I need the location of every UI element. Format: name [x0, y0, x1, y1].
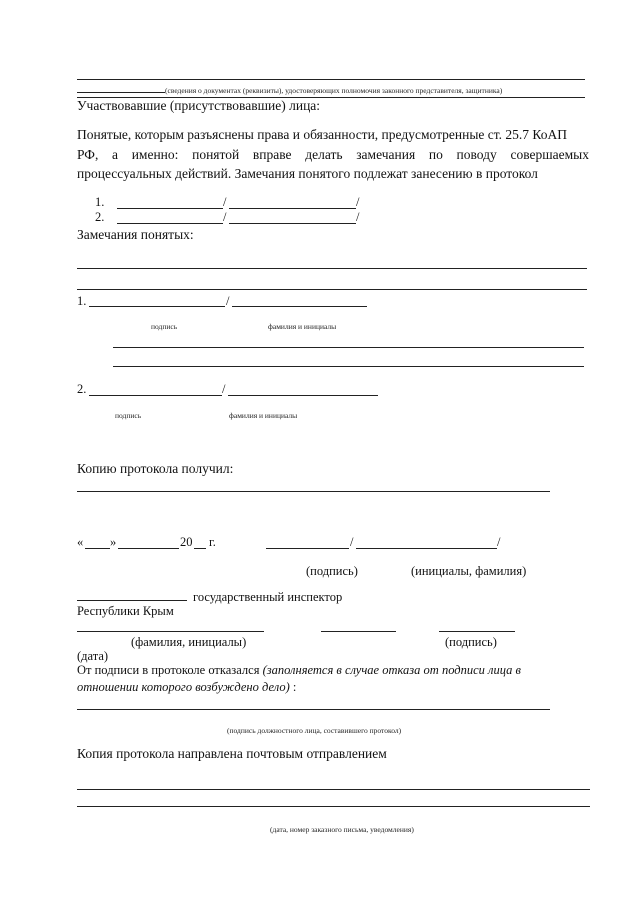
inspector-region: Республики Крым: [77, 604, 174, 618]
date-year-line: [194, 548, 206, 549]
date-month-line: [118, 548, 179, 549]
witnesses-intro-line3: процессуальных действий. Замечания понятого подлежат занесению в протокол: [77, 166, 538, 181]
inspector-caption-name: (фамилия, инициалы): [131, 635, 247, 649]
refusal-label-prefix: От подписи в протоколе отказался: [77, 663, 260, 677]
mail-caption: (дата, номер заказного письма, уведомления): [270, 825, 414, 834]
sign-entry-1-caption-name: фамилия и инициалы: [268, 322, 337, 331]
date-day-line: [85, 548, 110, 549]
witness-item-1-name-line: [229, 208, 356, 209]
remarks-label: Замечания понятых:: [77, 227, 194, 242]
date-block-sign-line: [266, 548, 349, 549]
refusal-label-suffix: :: [289, 680, 297, 694]
remarks-line-2: [77, 289, 587, 290]
refusal-italic-note-1: (заполняется в случае отказа от подписи лица в: [262, 663, 521, 677]
date-block-name-line: [356, 548, 497, 549]
sign-entry-2-slash: /: [222, 382, 226, 396]
refusal-caption: (подпись должностного лица, составившего протокол): [227, 726, 402, 735]
sign-entry-2-sign-line: [89, 395, 222, 396]
copy-received-line: [77, 491, 550, 492]
refusal-italic-note-2: отношении которого возбуждено дело): [77, 680, 290, 694]
witness-item-2-sign-line: [117, 223, 223, 224]
participants-label: Участвовавшие (присутствовавшие) лица:: [77, 98, 321, 113]
inspector-name-line: [77, 631, 264, 632]
mail-line-2: [77, 806, 590, 807]
inspector-sign-line: [439, 631, 515, 632]
sign-entry-1-line-b: [113, 366, 584, 367]
date-block-caption-signature: (подпись): [306, 564, 358, 578]
docs-caption: (сведения о документах (реквизиты), удостоверяющих полномочия законного представителя, защитника): [165, 86, 503, 95]
mail-label: Копия протокола направлена почтовым отправлением: [77, 746, 387, 761]
date-year-suffix: г.: [209, 535, 216, 549]
witness-item-2-slash: /: [223, 210, 227, 224]
date-block-slash-1: /: [350, 535, 354, 549]
witness-item-2-number: 2.: [95, 210, 105, 224]
inspector-caption-signature: (подпись): [445, 635, 497, 649]
date-block-caption-name: (инициалы, фамилия): [411, 564, 527, 578]
witness-item-1-slash: /: [223, 195, 227, 209]
sign-entry-2-number: 2.: [77, 382, 87, 396]
witnesses-intro-line2: РФ, а именно: понятой вправе делать замечания по поводу совершаемых: [77, 147, 589, 162]
date-year-prefix: 20: [180, 535, 193, 549]
mail-line-1: [77, 789, 590, 790]
date-open-quote: «: [77, 535, 84, 549]
sign-entry-1-slash: /: [226, 294, 230, 308]
inspector-rank-line: [77, 600, 187, 601]
sign-entry-2-caption-signature: подпись: [115, 411, 142, 420]
witness-item-1-number: 1.: [95, 195, 105, 209]
remarks-line-1: [77, 268, 587, 269]
refusal-line: [77, 709, 550, 710]
sign-entry-1-sign-line: [89, 306, 225, 307]
witness-item-2-name-line: [229, 223, 356, 224]
date-block-slash-2: /: [497, 535, 501, 549]
witness-item-1-sign-line: [117, 208, 223, 209]
sign-entry-1-line-a: [113, 347, 584, 348]
sign-entry-2-name-line: [228, 395, 378, 396]
witness-item-2-end-slash: /: [356, 210, 360, 224]
copy-received-label: Копию протокола получил:: [77, 461, 234, 476]
inspector-title: государственный инспектор: [193, 590, 343, 604]
sign-entry-1-name-line: [232, 306, 367, 307]
witness-item-1-end-slash: /: [356, 195, 360, 209]
inspector-caption-date: (дата): [77, 649, 109, 663]
refusal-line-2: [77, 680, 296, 695]
sign-entry-1-caption-signature: подпись: [151, 322, 178, 331]
inspector-date-line: [321, 631, 396, 632]
date-close-quote: »: [110, 535, 117, 549]
refusal-line-1: [77, 663, 592, 678]
sign-entry-2-caption-name: фамилия и инициалы: [229, 411, 298, 420]
witnesses-intro-line1: Понятые, которым разъяснены права и обязанности, предусмотренные ст. 25.7 КоАП: [77, 127, 567, 142]
sign-entry-1-number: 1.: [77, 294, 87, 308]
top-rule: [77, 79, 585, 80]
docs-blank-line: [77, 92, 165, 93]
